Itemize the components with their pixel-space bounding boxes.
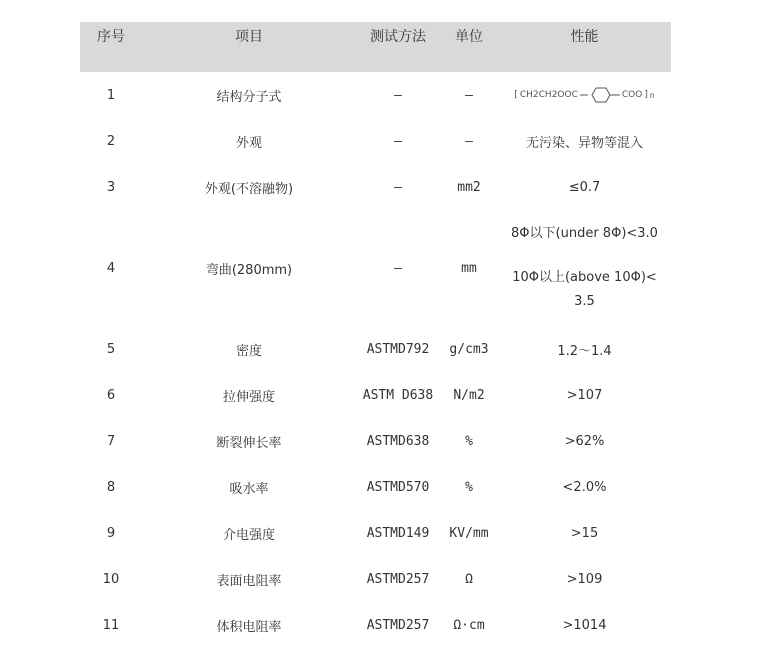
- row-performance: >109: [566, 571, 603, 587]
- formula-left-group: CH2CH2OOC: [519, 90, 578, 100]
- row-method: —: [394, 260, 402, 276]
- row-no: 9: [106, 525, 116, 541]
- row-method: ASTMD570: [366, 479, 430, 495]
- row-performance: 无污染、异物等混入: [525, 135, 643, 151]
- structural-formula-image: [514, 86, 654, 104]
- row-no: 6: [106, 387, 116, 403]
- row-method: ASTMD257: [366, 617, 430, 633]
- row-item: 弯曲(280mm): [205, 262, 293, 278]
- table-row: [80, 326, 671, 372]
- row-item: 结构分子式: [216, 89, 282, 105]
- header-unit: 单位: [440, 22, 498, 72]
- row-item: 断裂伸长率: [216, 435, 282, 451]
- row-method: ASTMD792: [366, 341, 430, 357]
- row-performance: <2.0%: [562, 479, 607, 495]
- row-unit: Ω: [465, 571, 473, 587]
- row-no: 1: [106, 87, 116, 103]
- row-performance: >15: [570, 525, 599, 541]
- row-no: 10: [102, 571, 120, 587]
- table-row: [80, 118, 671, 164]
- table-row: [80, 418, 671, 464]
- row-item: 介电强度: [222, 527, 275, 543]
- row-no: 4: [106, 260, 116, 276]
- row-method: ASTMD257: [366, 571, 430, 587]
- row-unit: mm2: [457, 179, 481, 195]
- header-performance: 性能: [498, 22, 671, 72]
- row-method: —: [394, 87, 402, 103]
- row-method: ASTMD638: [366, 433, 430, 449]
- table-row: [80, 210, 671, 326]
- table-row: [80, 510, 671, 556]
- formula-left-bracket: [: [514, 90, 518, 100]
- performance-line: 10Φ以上(above 10Φ)<: [512, 270, 657, 285]
- row-performance: ≤0.7: [568, 179, 601, 195]
- row-item: 密度: [235, 343, 262, 359]
- table-row: [80, 602, 671, 648]
- row-unit: N/m2: [453, 387, 485, 403]
- table-row: [80, 556, 671, 602]
- table-row: [80, 464, 671, 510]
- formula-right-bracket: ]: [644, 90, 648, 100]
- row-performance: >1014: [562, 617, 607, 633]
- row-item: 外观(不溶融物): [204, 181, 294, 197]
- benzene-ring-icon: [580, 86, 620, 104]
- row-no: 7: [106, 433, 116, 449]
- row-item: 体积电阻率: [216, 619, 282, 635]
- row-performance-multiline: [498, 210, 671, 326]
- table-row: [80, 72, 671, 118]
- row-no: 8: [106, 479, 116, 495]
- row-no: 2: [106, 133, 116, 149]
- table-row: [80, 372, 671, 418]
- row-item: 吸水率: [229, 481, 269, 497]
- spec-table: [80, 22, 671, 648]
- row-method: ASTM D638: [362, 387, 434, 403]
- formula-right-group: COO: [621, 90, 643, 100]
- row-no: 11: [102, 617, 120, 633]
- row-unit: %: [465, 433, 473, 449]
- row-unit: Ω·cm: [453, 617, 485, 633]
- row-unit: —: [465, 87, 473, 103]
- formula-subscript: n: [649, 90, 655, 100]
- row-unit: mm: [461, 260, 477, 276]
- performance-line: 3.5: [574, 294, 595, 309]
- row-unit: g/cm3: [449, 341, 489, 357]
- row-unit: KV/mm: [449, 525, 489, 541]
- row-item: 外观: [235, 135, 262, 151]
- row-performance: >62%: [564, 433, 605, 449]
- header-method: 测试方法: [356, 22, 440, 72]
- row-performance: 1.2～1.4: [557, 343, 612, 359]
- row-no: 3: [106, 179, 116, 195]
- row-item: 表面电阻率: [216, 573, 282, 589]
- row-no: 5: [106, 341, 116, 357]
- row-method: ASTMD149: [366, 525, 430, 541]
- performance-line: 8Φ以下(under 8Φ)<3.0: [511, 226, 658, 241]
- table-row: [80, 164, 671, 210]
- row-performance: >107: [566, 387, 603, 403]
- header-no: 序号: [80, 22, 142, 72]
- row-item: 拉伸强度: [222, 389, 275, 405]
- table-header-row: [80, 22, 671, 72]
- row-unit: —: [465, 133, 473, 149]
- row-method: —: [394, 179, 402, 195]
- header-item: 项目: [142, 22, 356, 72]
- line-gap: [498, 246, 671, 266]
- row-method: —: [394, 133, 402, 149]
- row-performance-formula: [498, 72, 671, 118]
- row-unit: %: [465, 479, 473, 495]
